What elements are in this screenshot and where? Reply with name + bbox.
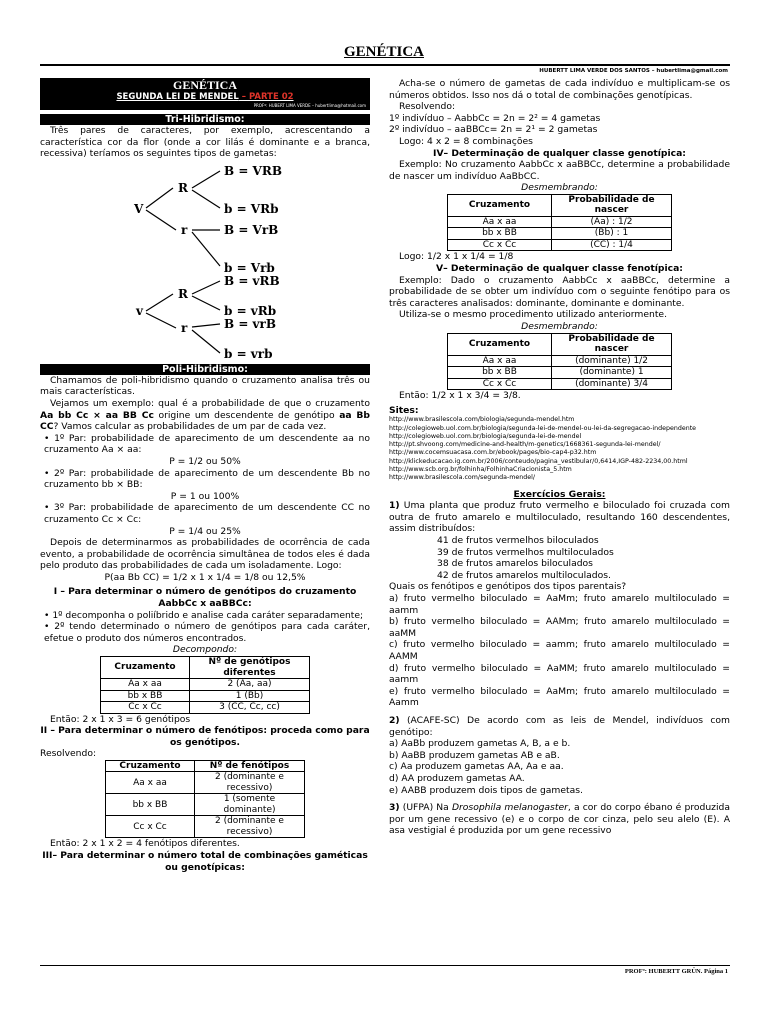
resolving-label: Resolvendo: [399, 101, 456, 113]
table-row: Aa x aa (dominante) 1/2 [448, 355, 672, 367]
diagram-label: r [181, 222, 188, 237]
arrow-line [192, 190, 220, 208]
combinations-line: Logo: 4 x 2 = 8 combinações [399, 135, 533, 147]
section-3-text: Acha-se o número de gametas de cada indivíduo e multiplicam-se os números obtidos. Isso nos dá o total de combinações genotípicas. [389, 78, 730, 101]
table-header: Cruzamento [448, 333, 552, 355]
table-row: bb x BB (dominante) 1 [448, 367, 672, 379]
diagram-label: b = VRb [224, 201, 279, 216]
author-line: HUBERTT LIMA VERDE DOS SANTOS – hubertlima@gmail.com [539, 68, 728, 74]
box-title: GENÉTICA [172, 78, 237, 92]
tri-text: Três pares de caracteres, por exemplo, acrescentando a característica cor da flor (onde a cor lilás é dominante e a branca, recessiva) teríamos os seguintes tipos de gametas: [40, 125, 370, 160]
pair-3-text: • 3º Par: probabilidade de aparecimento de um descendente CC no cruzamento Cc × Cc: [44, 502, 370, 525]
site-link[interactable]: http://www.brasilescola.com/segunda-mendel/ [389, 474, 536, 482]
site-link[interactable]: http://pt.shvoong.com/medicine-and-health/m-genetics/1668361-segunda-lei-mendel/ [389, 441, 661, 449]
q2-option: e) AABB produzem dois tipos de gametas. [389, 784, 583, 796]
arrow-line [146, 294, 173, 311]
arrow-line [192, 296, 220, 310]
list-item: 38 de frutos amarelos biloculados [437, 558, 593, 570]
section-3-heading: III– Para determinar o número total de combinações gaméticas ou genotípicas: [42, 850, 368, 873]
table-row: Cc x Cc (CC) : 1/4 [448, 239, 672, 251]
question-1-ask: Quais os fenótipos e genótipos dos tipos parentais? [389, 581, 627, 593]
poli-paragraph-3: Depois de determinarmos as probabilidades de ocorrência de cada evento, a probabilidade de ocorrência simultânea de todos eles é dada pelo produto das probabilidades de cada um isoladamente. Logo: [40, 537, 370, 572]
arrow-line [192, 281, 220, 294]
arrow-line [192, 171, 220, 188]
site-link[interactable]: http://www.cocemsuacasa.com.br/ebook/pages/bio-cap4-p32.htm [389, 449, 597, 457]
pair-3-result: P = 1/4 ou 25% [169, 525, 241, 537]
diagram-label: B = vrB [224, 316, 276, 331]
diagram-label: b = Vrb [224, 260, 275, 275]
q2-option: a) AaBb produzem gametas A, B, a e b. [389, 738, 571, 750]
section-1-result: Então: 2 x 1 x 3 = 6 genótipos [50, 713, 191, 725]
question-1-list [389, 535, 730, 581]
title-box [40, 78, 370, 110]
diagram-label: V [134, 201, 144, 216]
arrow-line [146, 188, 173, 208]
box-small-credit: PROFº: HUBERT LIMA VERDE – hubertlima@hotmail.com [253, 103, 366, 108]
phenotype-probability-table [447, 333, 672, 391]
section-2-resolving: Resolvendo: [40, 748, 97, 760]
question-3: 3) (UFPA) Na Drosophila melanogaster, a cor do corpo ébano é produzida por um gene recessivo (e) e o corpo de cor cinza, pelo seu alelo (E). A asa vestigial é produzida por um gene recessivo [389, 802, 731, 837]
page-title: GENÉTICA [343, 44, 425, 60]
section-4-text: Exemplo: No cruzamento AabbCc x aaBBCc, determine a probabilidade de nascer um indivíduo AaBbCC. [389, 159, 730, 182]
poli-paragraph-2: Vejamos um exemplo: qual é a probabilidade de que o cruzamento Aa bb Cc × aa BB Cc origine um descendente de genótipo aa Bb CC? Vamos calcular as probabilidades de um par de cada vez. [40, 397, 370, 433]
header-divider [40, 64, 730, 66]
table-row: bb x BB 1 (somente dominante) [106, 794, 305, 816]
section-5-text: Exemplo: Dado o cruzamento AabbCc x aaBBCc, determine a probabilidade de se obter um indivíduo com o seguinte fenótipo para os três caracteres analisados: dominante, dominante e dominante. [389, 274, 730, 309]
q2-option: d) AA produzem gametas AA. [389, 772, 525, 784]
box-subtitle: SEGUNDA LEI DE MENDEL – PARTE 02 [116, 92, 294, 102]
phenotypes-table [105, 760, 305, 839]
section-2-result: Então: 2 x 1 x 2 = 4 fenótipos diferentes. [50, 838, 240, 850]
table-1-caption: Decompondo: [172, 644, 238, 656]
arrow-line [192, 324, 220, 327]
diagram-label: B = vRB [224, 273, 280, 288]
pair-1-text: • 1º Par: probabilidade de aparecimento de um descendente aa no cruzamento Aa × aa: [44, 432, 370, 456]
individual-2-line: 2º indivíduo – aaBBCc= 2n = 2¹ = 2 gametas [389, 124, 598, 136]
table-row: Cc x Cc 3 (CC, Cc, cc) [101, 702, 310, 714]
diagram-label: R [178, 286, 188, 301]
diagram-label: B = VRB [224, 163, 282, 178]
section-5-result: Então: 1/2 x 1 x 3/4 = 3/8. [399, 390, 521, 402]
table-header: Cruzamento [101, 657, 190, 679]
question-2: 2) (ACAFE-SC) De acordo com as leis de Mendel, indivíduos com genótipo: [389, 714, 730, 738]
table-header: Probabilidade de nascer [552, 333, 672, 355]
section-1-bullet-2: • 2º tendo determinado o número de genótipos para cada caráter, efetue o produto dos números encontrados. [44, 621, 370, 644]
arrow-line [192, 330, 220, 353]
diagram-label: R [178, 180, 188, 195]
diagram-label: v [136, 303, 143, 318]
q1-option: d) fruto vermelho biloculado = AaMM; fruto amarelo multiloculado = aamm [389, 662, 730, 686]
table-row: Aa x aa 2 (dominante e recessivo) [106, 772, 305, 794]
table-header: Nº de genótipos diferentes [190, 657, 310, 679]
q2-option: c) Aa produzem gametas AA, Aa e aa. [389, 761, 564, 773]
gamete-diagram [40, 160, 370, 360]
section-4-heading: IV– Determinação de qualquer classe genotípica: [433, 147, 686, 159]
diagram-label: r [181, 320, 188, 335]
q1-option: a) fruto vermelho biloculado = AaMm; fruto amarelo multiloculado = aamm [389, 593, 730, 616]
right-column [389, 78, 730, 837]
arrow-line [146, 313, 176, 328]
q1-option: b) fruto vermelho biloculado = AAMm; fruto amarelo multiloculado = aaMM [389, 616, 730, 639]
pair-2-result: P = 1 ou 100% [170, 490, 240, 502]
pair-1-result: P = 1/2 ou 50% [169, 455, 241, 467]
q2-option: b) AaBB produzem gametas AB e aB. [389, 749, 560, 761]
table-header: Nº de fenótipos [195, 760, 305, 772]
table-row: Cc x Cc (dominante) 3/4 [448, 378, 672, 390]
genotypes-table [100, 656, 310, 714]
q1-option: e) fruto vermelho biloculado = AaMm; fruto amarelo multiloculado = Aamm [389, 685, 730, 709]
site-link[interactable]: http://www.scb.org.br/folhinha/FolhinhaCriacionista_5.htm [389, 466, 572, 474]
diagram-label: b = vRb [224, 303, 277, 318]
poli-heading: Poli-Hibridismo: [40, 364, 370, 375]
site-link[interactable]: http://colegioweb.uol.com.br/biologia/segunda-lei-de-mendel-ou-lei-da-segregacao-independente [389, 424, 697, 432]
section-4-result: Logo: 1/2 x 1 x 1/4 = 1/8 [399, 251, 514, 263]
site-link[interactable]: http://klickeducacao.ig.com.br/2006/conteudo/pagina_vestibular/0,6414,IGP-482-2234,00.html [389, 457, 688, 465]
table-header: Cruzamento [448, 194, 552, 216]
list-item: 42 de frutos amarelos multiloculados. [437, 569, 611, 581]
footer-divider [40, 965, 730, 966]
left-column [40, 78, 370, 873]
exercises-heading: Exercícios Gerais: [513, 488, 606, 500]
section-1-bullet-1: • 1º decomponha o poliíbrido e analise cada caráter separadamente; [44, 609, 364, 621]
pair-2-text: • 2º Par: probabilidade de aparecimento de um descendente Bb no cruzamento bb × BB: [44, 467, 370, 491]
section-5-heading: V– Determinação de qualquer classe fenotípica: [436, 263, 683, 275]
site-link[interactable]: http://www.brasilescola.com/biologia/segunda-mendel.htm [389, 416, 575, 424]
site-link[interactable]: http://colegioweb.uol.com.br/biologia/segunda-lei-de-mendel [389, 432, 582, 440]
list-item: 39 de frutos vermelhos multiloculados [437, 546, 614, 558]
poli-paragraph-1: Chamamos de poli-hibridismo quando o cruzamento analisa três ou mais características. [40, 374, 370, 398]
table-row: bb x BB (Bb) : 1 [448, 228, 672, 240]
arrow-line [192, 232, 220, 266]
individual-1-line: 1º indivíduo – AabbCc = 2n = 2² = 4 gametas [389, 112, 601, 124]
sites-list [389, 416, 730, 482]
section-1-heading: I – Para determinar o número de genótipos do cruzamento AabbCc x aaBBCc: [53, 586, 357, 610]
table-row: Aa x aa 2 (Aa, aa) [101, 679, 310, 691]
poli-formula: P(aa Bb CC) = 1/2 x 1 x 1/4 = 1/8 ou 12,5% [104, 571, 306, 583]
question-1: 1) Uma planta que produz fruto vermelho e biloculado foi cruzada com outra de fruto amarelo e multiloculado, resultando 160 descendentes, assim distribuídos: [389, 500, 730, 535]
arrow-line [146, 210, 176, 230]
tri-heading: Tri-Hibridismo: [40, 114, 370, 125]
list-item: 41 de frutos vermelhos biloculados [437, 535, 599, 547]
section-2-heading: II – Para determinar o número de fenótipos: proceda como para os genótipos. [40, 725, 370, 748]
table-header: Cruzamento [106, 760, 195, 772]
page-footer: PROFº: HUBERTT GRÜN. Página 1 [624, 968, 728, 975]
q1-option: c) fruto vermelho biloculado = aamm; fruto amarelo multiloculado = AAMM [389, 639, 730, 662]
table-3-caption: Desmembrando: [521, 182, 598, 194]
genotype-probability-table [447, 194, 672, 252]
table-header: Probabilidade de nascer [552, 194, 672, 216]
diagram-label: B = VrB [224, 222, 279, 237]
table-4-caption: Desmembrando: [521, 321, 598, 332]
table-row: Aa x aa (Aa) : 1/2 [448, 216, 672, 228]
diagram-label: b = vrb [224, 346, 273, 360]
section-5-note: Utiliza-se o mesmo procedimento utilizado anteriormente. [399, 309, 668, 321]
sites-heading: Sites: [389, 404, 419, 416]
table-row: Cc x Cc 2 (dominante e recessivo) [106, 816, 305, 838]
table-row: bb x BB 1 (Bb) [101, 690, 310, 702]
